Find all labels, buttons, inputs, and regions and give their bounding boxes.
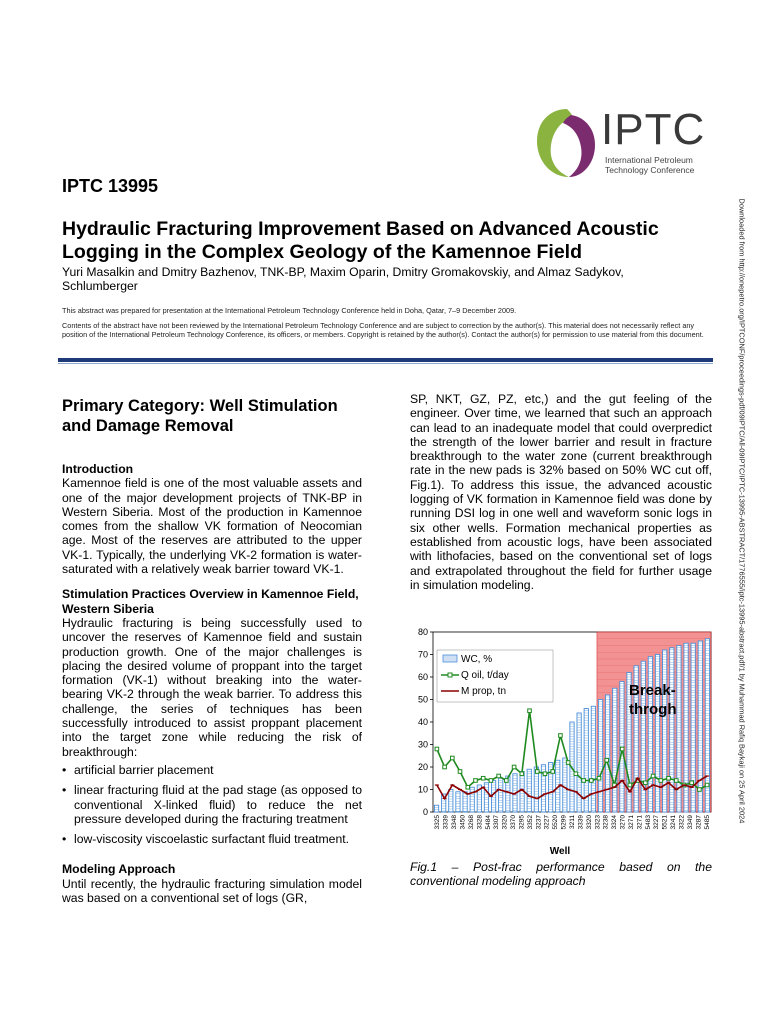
y-tick-label: 20: [417, 762, 428, 772]
intro-heading: Introduction: [62, 462, 134, 476]
iptc-logo: [533, 103, 723, 183]
q-oil-point: [628, 783, 632, 787]
fig1-chart: [409, 620, 713, 860]
x-tick-label: 3295: [518, 815, 526, 830]
q-oil-point: [528, 709, 532, 713]
modeling-text: Until recently, the hydraulic fracturing simulation model was based on a conventional set of logs (GR,: [62, 876, 362, 906]
wc-bar: [655, 655, 659, 813]
x-tick-label: 3450: [459, 815, 467, 830]
q-oil-point: [466, 785, 470, 789]
logo-wordmark: IPTC: [601, 105, 706, 154]
legend-qoil-label: Q oil, t/day: [461, 670, 509, 681]
q-oil-point: [574, 772, 578, 776]
q-oil-point: [543, 772, 547, 776]
download-notice: Downloaded from http://onepetro.org/IPTCONF/proceedings-pdf/09IPTC/All-09IPTC/IPTC-13995-ABSTRACT/1776555/iptc-13995-abstract.pdf/1 by Muhammad Rafiq Baykaji on 25 April 2024: [737, 198, 747, 824]
q-oil-point: [497, 774, 501, 778]
legend-wc-label: WC, %: [461, 654, 493, 665]
x-tick-label: 3339: [577, 815, 585, 830]
q-oil-point: [535, 770, 539, 774]
wc-bar: [663, 650, 667, 812]
q-oil-point: [505, 779, 509, 783]
x-tick-label: 3320: [585, 815, 593, 830]
paper-id: IPTC 13995: [62, 176, 159, 196]
q-oil-point: [559, 734, 563, 738]
primary-category: Primary Category: Well Stimulation and Damage Removal: [62, 397, 338, 435]
y-tick-label: 0: [422, 807, 428, 817]
x-tick-label: 3287: [695, 815, 703, 830]
x-tick-label: 3271: [627, 815, 635, 830]
y-tick-label: 50: [417, 694, 428, 705]
x-tick-label: 3307: [493, 815, 501, 830]
q-oil-point: [489, 779, 493, 783]
x-tick-label: 3211: [569, 815, 576, 829]
techniques-list: [62, 763, 362, 846]
copyright-note: Contents of the abstract have not been reviewed by the International Petroleum Technology Conference and are subject to correction by the author(s). This material does not necessarily reflect any position of the International Petroleum Technology Conference, its officers, or members. Copyright is retained by the author(s). Contact the author(s) for permission to use material from this document.: [62, 321, 704, 339]
bullet-icon: •: [62, 762, 67, 777]
wc-bar: [527, 769, 531, 812]
caption-word: on: [666, 860, 681, 874]
logo-line2: Technology Conference: [605, 165, 695, 175]
q-oil-point: [451, 756, 455, 760]
x-tick-label: 3323: [594, 815, 602, 830]
x-tick-label: 5485: [703, 815, 711, 830]
x-tick-label: 3324: [611, 815, 619, 830]
x-tick-label: 3348: [451, 815, 459, 830]
right-column: [410, 392, 712, 592]
x-tick-label: 3370: [510, 815, 518, 830]
x-tick-label: 5521: [661, 815, 669, 830]
x-tick-label: 5520: [552, 815, 560, 830]
x-tick-label: 3227: [653, 815, 661, 830]
x-tick-label: 5299: [560, 815, 568, 830]
q-oil-point: [551, 770, 555, 774]
presentation-note: This abstract was prepared for presentation at the International Petroleum Technology Conference held in Doha, Qatar, 7–9 December 2009.: [62, 306, 517, 315]
x-tick-label: 5483: [644, 815, 652, 830]
header-rule-thin: [58, 363, 713, 364]
q-oil-point: [597, 776, 601, 780]
q-oil-point: [566, 761, 570, 765]
caption-word: based: [619, 860, 653, 874]
q-oil-point: [474, 779, 478, 783]
wc-bar: [463, 792, 467, 812]
x-tick-label: 3241: [670, 815, 678, 830]
x-tick-label: 3352: [526, 815, 534, 830]
breakthrough-label-line2: throgh: [629, 701, 677, 718]
wc-bar: [434, 805, 438, 812]
x-tick-label: 3325: [434, 815, 442, 830]
x-tick-label: 3237: [535, 815, 543, 830]
q-oil-point: [651, 774, 655, 778]
caption-line2: conventional modeling approach: [410, 874, 586, 889]
caption-word: Post-frac: [472, 860, 522, 874]
list-item-text: artificial barrier placement: [74, 762, 214, 777]
x-tick-label: 3238: [602, 815, 610, 830]
y-tick-label: 80: [417, 627, 428, 637]
q-oil-point: [512, 765, 516, 769]
x-tick-label: 3270: [619, 815, 627, 830]
caption-word: performance: [536, 860, 605, 874]
figure-caption: [410, 860, 712, 889]
q-oil-point: [582, 779, 586, 783]
y-tick-label: 30: [417, 739, 428, 750]
intro-text: Kamennoe field is one of the most valuable assets and one of the major development projects of TNK-BP in Western Siberia. Most of the production in Kamennoe comes from the shallow VK formation of Neocomian age. Most of the reserves are attributed to the upper VK-1. Typically, the underlying VK-2 formation is water- saturated with a relatively weak barrier toward VK-1.: [62, 476, 362, 577]
y-tick-label: 10: [417, 784, 428, 795]
wc-bar: [470, 787, 474, 812]
bullet-icon: •: [62, 832, 67, 847]
stimulation-text: Hydraulic fracturing is being successfully used to uncover the reserves of Kamennoe field and sustain production growth. One of the major challenges is placing the desired volume of proppant into the target formation (VK-1) without breaking into the water-bearing VK-2 through the weak barrier. To address this challenge, the series of techniques has been successfully introduced to assist proppant placement into the target zone while reducing the risk of breakthrough:: [62, 615, 362, 759]
authors: Yuri Masalkin and Dmitry Bazhenov, TNK-BP, Maxim Oparin, Dmitry Gromakovskiy, and Almaz Sadykov, Schlumberger: [62, 265, 624, 293]
list-item: [62, 832, 362, 846]
right-text: SP, NKT, GZ, PZ, etc,) and the gut feeling of the engineer. Over time, we learned that such an approach can lead to an inadequate model that could overpredict the strength of the lower barrier and result in fracture breakthrough to the water zone (current breakthrough rate in the new pads is 32% based on 50% WC cut off, Fig.1). To address this issue, the advanced acoustic logging of VK formation in Kamennoe field was done by running DSI log in one well and waveform sonic logs in six other wells. Formation mechanical properties as established from acoustic logs, have been associated with lithofacies, based on the conventional set of logs and extrapolated throughout the field for further usage in simulation modeling.: [410, 392, 712, 592]
q-oil-point: [690, 781, 694, 785]
x-tick-label: 3227: [543, 815, 551, 830]
modeling-heading: Modeling Approach: [62, 862, 176, 877]
x-tick-label: 3349: [686, 815, 694, 830]
x-tick-label: 3339: [442, 815, 450, 830]
x-tick-label: 3328: [476, 815, 484, 830]
q-oil-point: [698, 788, 702, 792]
wc-bar: [591, 706, 595, 812]
x-tick-label: 3271: [636, 815, 644, 830]
y-tick-label: 70: [417, 649, 428, 660]
q-oil-point: [705, 783, 709, 787]
q-oil-point: [435, 747, 439, 751]
y-tick-label: 60: [417, 672, 428, 682]
logo-line1: International Petroleum: [605, 155, 693, 165]
caption-dash: –: [451, 860, 459, 874]
stimulation-heading: Stimulation Practices Overview in Kamennoe Field, Western Siberia: [62, 587, 359, 616]
q-oil-point: [458, 770, 462, 774]
x-axis-label: Well: [549, 846, 571, 857]
legend-wc-swatch: [443, 655, 457, 662]
wc-bar: [456, 792, 460, 812]
list-item: [62, 783, 362, 826]
caption-word: the: [695, 860, 712, 874]
q-oil-point: [644, 781, 648, 785]
legend-qoil-marker: [448, 673, 452, 677]
caption-label: Fig.1: [410, 860, 438, 874]
q-oil-point: [620, 747, 624, 751]
x-tick-label: 3268: [467, 815, 475, 830]
q-oil-point: [659, 779, 663, 783]
q-oil-point: [590, 779, 594, 783]
q-oil-point: [605, 758, 609, 762]
download-sidebar: [736, 198, 748, 824]
x-tick-label: 3322: [678, 815, 686, 830]
list-item-text: low-viscosity viscoelastic surfactant fluid treatment.: [74, 832, 349, 847]
header-rule: [58, 358, 713, 362]
breakthrough-label-line1: Break-: [629, 682, 676, 699]
wc-bar: [449, 790, 453, 813]
paper-title: Hydraulic Fracturing Improvement Based on Advanced Acoustic Logging in the Complex Geology of the Kamennoe Field: [62, 218, 659, 263]
iptc-logo-mark: [533, 103, 601, 183]
wc-bar: [698, 641, 702, 812]
legend-mprop-label: M prop, tn: [461, 686, 507, 697]
q-oil-point: [481, 776, 485, 780]
left-column: [62, 396, 362, 905]
q-oil-point: [443, 765, 447, 769]
q-oil-point: [520, 772, 524, 776]
list-item: [62, 763, 362, 777]
x-tick-label: 5484: [484, 815, 492, 830]
x-tick-label: 3320: [501, 815, 509, 830]
q-oil-point: [667, 776, 671, 780]
bullet-icon: •: [62, 783, 67, 798]
y-tick-label: 40: [417, 717, 428, 727]
list-item-text: linear fracturing fluid at the pad stage (as opposed to conventional X-linked fluid) to reduce the net pressure developed during the fracturing treatment: [74, 783, 362, 826]
q-oil-point: [674, 779, 678, 783]
